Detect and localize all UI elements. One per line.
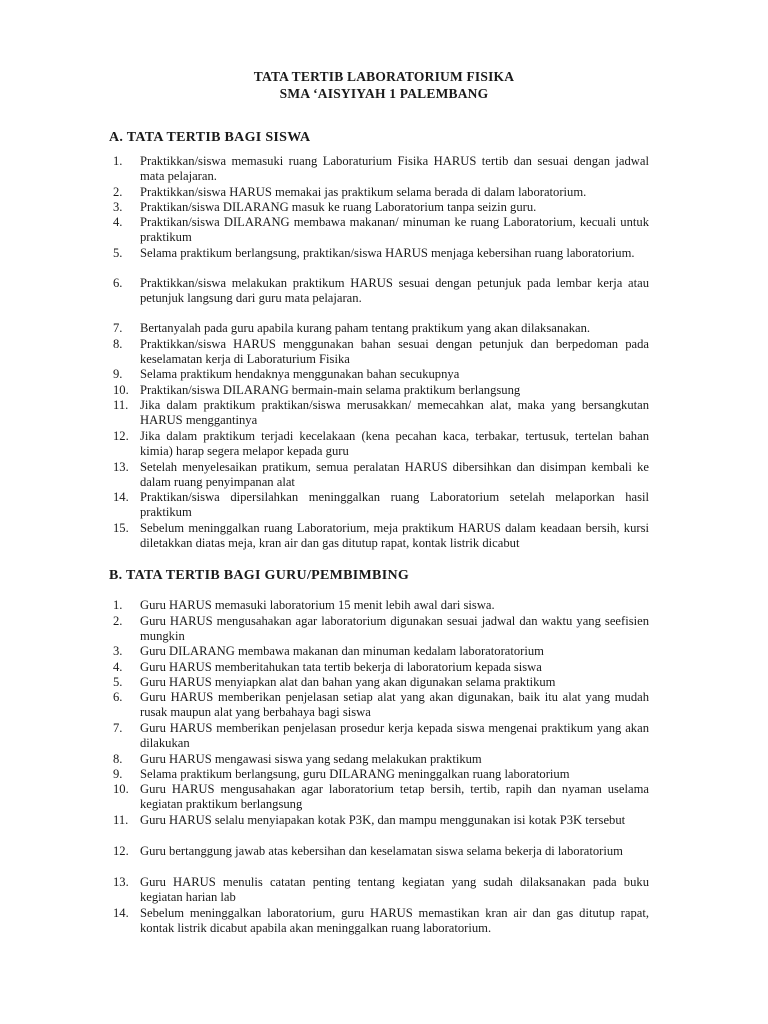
item-text: Praktikan/siswa dipersilahkan meninggalkan ruang Laboratorium setelah melaporkan hasil praktikum bbox=[140, 490, 649, 520]
item-text: Praktikkan/siswa HARUS menggunakan bahan sesuai dengan petunjuk dan berpedoman pada keselamatan kerja di Laboraturium Fisika bbox=[140, 337, 649, 367]
item-number: 5. bbox=[113, 675, 123, 689]
item-text: Sebelum meninggalkan ruang Laboratorium, meja praktikum HARUS dalam keadaan bersih, kursi diletakkan diatas meja, kran air dan gas ditutup rapat, kontak listrik dicabut bbox=[140, 521, 649, 551]
item-number: 14. bbox=[113, 490, 129, 504]
item-number: 11. bbox=[113, 813, 129, 827]
item-number: 14. bbox=[113, 906, 129, 920]
item-text: Guru HARUS mengusahakan agar laboratorium digunakan sesuai jadwal dan waktu yang seefisien mungkin bbox=[140, 614, 649, 644]
item-number: 4. bbox=[113, 215, 123, 229]
item-number: 10. bbox=[113, 383, 129, 397]
item-number: 13. bbox=[113, 460, 129, 474]
item-text: Guru DILARANG membawa makanan dan minuman kedalam laboratoratorium bbox=[140, 644, 544, 658]
item-number: 13. bbox=[113, 875, 129, 889]
item-number: 2. bbox=[113, 185, 123, 199]
item-text: Guru HARUS menyiapkan alat dan bahan yang akan digunakan selama praktikum bbox=[140, 675, 556, 689]
item-text: Guru HARUS memberitahukan tata tertib bekerja di laboratorium kepada siswa bbox=[140, 660, 542, 674]
item-text: Praktikan/siswa DILARANG bermain-main selama praktikum berlangsung bbox=[140, 383, 521, 397]
item-text: Selama praktikum berlangsung, praktikan/siswa HARUS menjaga kebersihan ruang laboratorium. bbox=[140, 246, 635, 260]
item-text: Guru HARUS mengawasi siswa yang sedang melakukan praktikum bbox=[140, 752, 482, 766]
item-text: Praktikkan/siswa memasuki ruang Laboraturium Fisika HARUS tertib dan sesuai dengan jadwal mata pelajaran. bbox=[140, 154, 649, 184]
document-title-line2: SMA ‘AISYIYAH 1 PALEMBANG bbox=[279, 86, 489, 101]
item-number: 9. bbox=[113, 367, 123, 381]
item-text: Selama praktikum berlangsung, guru DILARANG meninggalkan ruang laboratorium bbox=[140, 767, 570, 781]
section-b-heading: B. TATA TERTIB BAGI GURU/PEMBIMBING bbox=[109, 568, 410, 583]
item-text: Setelah menyelesaikan pratikum, semua peralatan HARUS dibersihkan dan disimpan kembali ke dalam ruang penyimpanan alat bbox=[140, 460, 649, 490]
item-number: 1. bbox=[113, 598, 123, 612]
item-number: 15. bbox=[113, 521, 129, 535]
item-number: 12. bbox=[113, 844, 129, 858]
item-text: Guru HARUS selalu menyiapakan kotak P3K, dan mampu menggunakan isi kotak P3K tersebut bbox=[140, 813, 626, 827]
item-number: 1. bbox=[113, 154, 123, 168]
item-number: 6. bbox=[113, 690, 123, 704]
item-text: Bertanyalah pada guru apabila kurang paham tentang praktikum yang akan dilaksanakan. bbox=[140, 321, 591, 335]
item-number: 12. bbox=[113, 429, 129, 443]
item-text: Guru HARUS mengusahakan agar laboratorium tetap bersih, tertib, rapih dan nyaman uselama kegiatan praktikum berlangsung bbox=[140, 782, 649, 812]
item-text: Guru bertanggung jawab atas kebersihan dan keselamatan siswa selama bekerja di laboratorium bbox=[140, 844, 623, 858]
item-text: Sebelum meninggalkan laboratorium, guru HARUS memastikan kran air dan gas ditutup rapat, kontak listrik dicabut apabila akan meninggalkan ruang laboratorium. bbox=[140, 906, 649, 936]
section-a-heading: A. TATA TERTIB BAGI SISWA bbox=[109, 130, 311, 145]
item-number: 3. bbox=[113, 200, 123, 214]
document-title-line1: TATA TERTIB LABORATORIUM FISIKA bbox=[253, 69, 515, 84]
item-text: Praktikkan/siswa HARUS memakai jas praktikum selama berada di dalam laboratorium. bbox=[140, 185, 587, 199]
item-text: Guru HARUS memasuki laboratorium 15 menit lebih awal dari siswa. bbox=[140, 598, 495, 612]
item-text: Praktikan/siswa DILARANG masuk ke ruang Laboratorium tanpa seizin guru. bbox=[140, 200, 537, 214]
item-number: 8. bbox=[113, 337, 123, 351]
item-number: 4. bbox=[113, 660, 123, 674]
item-number: 7. bbox=[113, 321, 123, 335]
item-number: 2. bbox=[113, 614, 123, 628]
item-text: Praktikkan/siswa melakukan praktikum HARUS sesuai dengan petunjuk pada lembar kerja atau petunjuk langsung dari guru mata pelajaran. bbox=[140, 276, 649, 306]
item-number: 7. bbox=[113, 721, 123, 735]
item-text: Jika dalam praktikum terjadi kecelakaan (kena pecahan kaca, terbakar, tertusuk, tertelan bahan kimia) harap segera melapor kepada guru bbox=[140, 429, 649, 459]
item-text: Guru HARUS memberikan penjelasan prosedur kerja kepada siswa mengenai praktikum yang akan dilakukan bbox=[140, 721, 649, 751]
item-number: 3. bbox=[113, 644, 123, 658]
item-text: Guru HARUS menulis catatan penting tentang kegiatan yang sudah dilaksanakan pada buku kegiatan harian lab bbox=[140, 875, 649, 905]
item-number: 8. bbox=[113, 752, 123, 766]
item-text: Selama praktikum hendaknya menggunakan bahan secukupnya bbox=[140, 367, 460, 381]
item-number: 11. bbox=[113, 398, 129, 412]
item-text: Guru HARUS memberikan penjelasan setiap alat yang akan digunakan, baik itu alat yang mudah rusak maupun alat yang berbahaya bagi siswa bbox=[140, 690, 649, 720]
item-number: 10. bbox=[113, 782, 129, 796]
item-text: Jika dalam praktikum praktikan/siswa merusakkan/ memecahkan alat, maka yang bersangkutan HARUS menggantinya bbox=[140, 398, 649, 428]
item-text: Praktikan/siswa DILARANG membawa makanan/ minuman ke ruang Laboratorium, kecuali untuk praktikum bbox=[140, 215, 649, 245]
item-number: 5. bbox=[113, 246, 123, 260]
item-number: 9. bbox=[113, 767, 123, 781]
item-number: 6. bbox=[113, 276, 123, 290]
